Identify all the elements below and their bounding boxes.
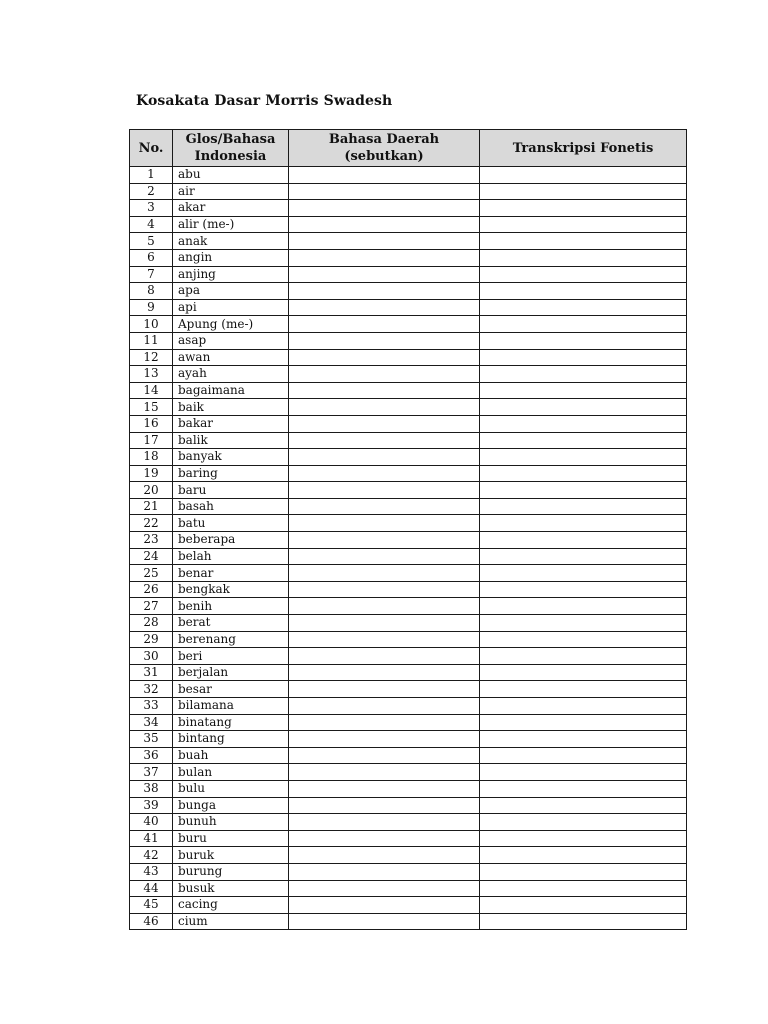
row-number: 22	[130, 515, 173, 532]
row-phonetic-cell[interactable]	[480, 399, 687, 416]
row-gloss: bulan	[173, 764, 289, 781]
table-row	[130, 565, 687, 582]
row-number: 23	[130, 532, 173, 549]
row-gloss: alir (me-)	[173, 216, 289, 233]
row-gloss: berjalan	[173, 664, 289, 681]
row-regional-language-cell[interactable]	[289, 366, 480, 383]
row-gloss: burung	[173, 863, 289, 880]
row-number: 1	[130, 167, 173, 184]
table-row	[130, 648, 687, 665]
table-row	[130, 764, 687, 781]
row-phonetic-cell[interactable]	[480, 283, 687, 300]
table-row	[130, 747, 687, 764]
table-header	[130, 130, 687, 167]
row-number: 16	[130, 415, 173, 432]
table-row	[130, 847, 687, 864]
row-regional-language-cell[interactable]	[289, 581, 480, 598]
row-number: 28	[130, 615, 173, 632]
row-number: 46	[130, 913, 173, 930]
row-gloss: baring	[173, 465, 289, 482]
row-number: 19	[130, 465, 173, 482]
table-row	[130, 432, 687, 449]
row-regional-language-cell[interactable]	[289, 249, 480, 266]
row-gloss: anak	[173, 233, 289, 250]
row-phonetic-cell[interactable]	[480, 780, 687, 797]
row-phonetic-cell[interactable]	[480, 316, 687, 333]
table-row	[130, 266, 687, 283]
row-number: 40	[130, 814, 173, 831]
table-row	[130, 698, 687, 715]
row-regional-language-cell[interactable]	[289, 482, 480, 499]
row-number: 45	[130, 897, 173, 914]
row-phonetic-cell[interactable]	[480, 200, 687, 217]
row-regional-language-cell[interactable]	[289, 167, 480, 184]
row-phonetic-cell[interactable]	[480, 183, 687, 200]
row-gloss: bakar	[173, 415, 289, 432]
row-phonetic-cell[interactable]	[480, 548, 687, 565]
row-phonetic-cell[interactable]	[480, 863, 687, 880]
row-number: 12	[130, 349, 173, 366]
row-regional-language-cell[interactable]	[289, 664, 480, 681]
table-row	[130, 382, 687, 399]
table-row	[130, 332, 687, 349]
row-gloss: anjing	[173, 266, 289, 283]
row-number: 24	[130, 548, 173, 565]
row-gloss: asap	[173, 332, 289, 349]
row-regional-language-cell[interactable]	[289, 498, 480, 515]
row-regional-language-cell[interactable]	[289, 681, 480, 698]
table-row	[130, 615, 687, 632]
row-number: 37	[130, 764, 173, 781]
row-phonetic-cell[interactable]	[480, 349, 687, 366]
row-phonetic-cell[interactable]	[480, 731, 687, 748]
row-gloss: baru	[173, 482, 289, 499]
table-row	[130, 797, 687, 814]
row-phonetic-cell[interactable]	[480, 432, 687, 449]
row-phonetic-cell[interactable]	[480, 897, 687, 914]
row-number: 6	[130, 249, 173, 266]
row-regional-language-cell[interactable]	[289, 648, 480, 665]
table-row	[130, 366, 687, 383]
row-number: 7	[130, 266, 173, 283]
row-gloss: berat	[173, 615, 289, 632]
table-row	[130, 316, 687, 333]
row-phonetic-cell[interactable]	[480, 465, 687, 482]
row-gloss: bunga	[173, 797, 289, 814]
row-phonetic-cell[interactable]	[480, 764, 687, 781]
table-row	[130, 714, 687, 731]
row-phonetic-cell[interactable]	[480, 332, 687, 349]
row-phonetic-cell[interactable]	[480, 249, 687, 266]
row-phonetic-cell[interactable]	[480, 913, 687, 930]
table-row	[130, 200, 687, 217]
row-gloss: baik	[173, 399, 289, 416]
row-gloss: bagaimana	[173, 382, 289, 399]
table-row	[130, 830, 687, 847]
row-gloss: banyak	[173, 449, 289, 466]
row-number: 39	[130, 797, 173, 814]
row-number: 14	[130, 382, 173, 399]
row-phonetic-cell[interactable]	[480, 747, 687, 764]
row-number: 38	[130, 780, 173, 797]
table-row	[130, 913, 687, 930]
row-phonetic-cell[interactable]	[480, 581, 687, 598]
header-regional-language: Bahasa Daerah (sebutkan)	[289, 130, 480, 167]
row-phonetic-cell[interactable]	[480, 233, 687, 250]
row-phonetic-cell[interactable]	[480, 714, 687, 731]
table-row	[130, 399, 687, 416]
row-phonetic-cell[interactable]	[480, 216, 687, 233]
row-regional-language-cell[interactable]	[289, 714, 480, 731]
row-phonetic-cell[interactable]	[480, 167, 687, 184]
table-row	[130, 631, 687, 648]
row-phonetic-cell[interactable]	[480, 482, 687, 499]
row-regional-language-cell[interactable]	[289, 183, 480, 200]
table-row	[130, 581, 687, 598]
row-regional-language-cell[interactable]	[289, 913, 480, 930]
table-row	[130, 167, 687, 184]
header-row	[130, 130, 687, 167]
row-number: 20	[130, 482, 173, 499]
row-regional-language-cell[interactable]	[289, 299, 480, 316]
row-gloss: apa	[173, 283, 289, 300]
row-number: 36	[130, 747, 173, 764]
row-gloss: batu	[173, 515, 289, 532]
row-gloss: Apung (me-)	[173, 316, 289, 333]
row-gloss: bengkak	[173, 581, 289, 598]
table-row	[130, 880, 687, 897]
row-gloss: cium	[173, 913, 289, 930]
table-row	[130, 183, 687, 200]
row-phonetic-cell[interactable]	[480, 382, 687, 399]
row-gloss: balik	[173, 432, 289, 449]
row-phonetic-cell[interactable]	[480, 598, 687, 615]
row-regional-language-cell[interactable]	[289, 830, 480, 847]
row-phonetic-cell[interactable]	[480, 565, 687, 582]
row-gloss: angin	[173, 249, 289, 266]
table-row	[130, 897, 687, 914]
row-gloss: awan	[173, 349, 289, 366]
row-regional-language-cell[interactable]	[289, 515, 480, 532]
row-number: 30	[130, 648, 173, 665]
page-title: Kosakata Dasar Morris Swadesh	[136, 93, 393, 109]
row-gloss: akar	[173, 200, 289, 217]
row-number: 10	[130, 316, 173, 333]
table-row	[130, 299, 687, 316]
row-number: 8	[130, 283, 173, 300]
row-number: 21	[130, 498, 173, 515]
row-gloss: basah	[173, 498, 289, 515]
row-number: 13	[130, 366, 173, 383]
row-phonetic-cell[interactable]	[480, 830, 687, 847]
row-number: 26	[130, 581, 173, 598]
row-number: 31	[130, 664, 173, 681]
row-regional-language-cell[interactable]	[289, 631, 480, 648]
row-number: 2	[130, 183, 173, 200]
row-gloss: berenang	[173, 631, 289, 648]
table-row	[130, 664, 687, 681]
row-phonetic-cell[interactable]	[480, 648, 687, 665]
row-gloss: binatang	[173, 714, 289, 731]
row-regional-language-cell[interactable]	[289, 731, 480, 748]
row-phonetic-cell[interactable]	[480, 266, 687, 283]
row-regional-language-cell[interactable]	[289, 283, 480, 300]
table-row	[130, 532, 687, 549]
row-regional-language-cell[interactable]	[289, 465, 480, 482]
row-regional-language-cell[interactable]	[289, 399, 480, 416]
row-regional-language-cell[interactable]	[289, 565, 480, 582]
row-phonetic-cell[interactable]	[480, 664, 687, 681]
row-regional-language-cell[interactable]	[289, 880, 480, 897]
table-row	[130, 349, 687, 366]
row-regional-language-cell[interactable]	[289, 780, 480, 797]
row-gloss: buah	[173, 747, 289, 764]
row-number: 3	[130, 200, 173, 217]
row-regional-language-cell[interactable]	[289, 863, 480, 880]
row-regional-language-cell[interactable]	[289, 432, 480, 449]
row-gloss: api	[173, 299, 289, 316]
row-regional-language-cell[interactable]	[289, 747, 480, 764]
row-regional-language-cell[interactable]	[289, 233, 480, 250]
table-row	[130, 548, 687, 565]
row-number: 42	[130, 847, 173, 864]
row-number: 4	[130, 216, 173, 233]
row-regional-language-cell[interactable]	[289, 814, 480, 831]
table-row	[130, 498, 687, 515]
table-row	[130, 283, 687, 300]
row-number: 32	[130, 681, 173, 698]
vocabulary-table	[129, 129, 687, 930]
row-gloss: buruk	[173, 847, 289, 864]
row-regional-language-cell[interactable]	[289, 382, 480, 399]
row-regional-language-cell[interactable]	[289, 532, 480, 549]
row-phonetic-cell[interactable]	[480, 681, 687, 698]
row-gloss: besar	[173, 681, 289, 698]
row-gloss: busuk	[173, 880, 289, 897]
row-phonetic-cell[interactable]	[480, 366, 687, 383]
row-phonetic-cell[interactable]	[480, 698, 687, 715]
row-number: 41	[130, 830, 173, 847]
row-gloss: beberapa	[173, 532, 289, 549]
row-phonetic-cell[interactable]	[480, 814, 687, 831]
row-regional-language-cell[interactable]	[289, 598, 480, 615]
table-row	[130, 681, 687, 698]
row-regional-language-cell[interactable]	[289, 897, 480, 914]
row-phonetic-cell[interactable]	[480, 797, 687, 814]
row-phonetic-cell[interactable]	[480, 515, 687, 532]
row-number: 43	[130, 863, 173, 880]
table-row	[130, 415, 687, 432]
row-regional-language-cell[interactable]	[289, 698, 480, 715]
table-row	[130, 465, 687, 482]
header-gloss: Glos/Bahasa Indonesia	[173, 130, 289, 167]
row-regional-language-cell[interactable]	[289, 548, 480, 565]
row-gloss: beri	[173, 648, 289, 665]
row-number: 29	[130, 631, 173, 648]
row-phonetic-cell[interactable]	[480, 847, 687, 864]
row-gloss: belah	[173, 548, 289, 565]
row-gloss: buru	[173, 830, 289, 847]
row-regional-language-cell[interactable]	[289, 200, 480, 217]
row-regional-language-cell[interactable]	[289, 615, 480, 632]
row-phonetic-cell[interactable]	[480, 498, 687, 515]
header-phonetic-transcription: Transkripsi Fonetis	[480, 130, 687, 167]
row-regional-language-cell[interactable]	[289, 415, 480, 432]
row-gloss: bilamana	[173, 698, 289, 715]
table-row	[130, 482, 687, 499]
row-number: 27	[130, 598, 173, 615]
row-regional-language-cell[interactable]	[289, 266, 480, 283]
row-phonetic-cell[interactable]	[480, 532, 687, 549]
table-body	[130, 167, 687, 930]
row-regional-language-cell[interactable]	[289, 764, 480, 781]
row-regional-language-cell[interactable]	[289, 449, 480, 466]
row-regional-language-cell[interactable]	[289, 847, 480, 864]
row-number: 18	[130, 449, 173, 466]
header-no: No.	[130, 130, 173, 167]
row-number: 15	[130, 399, 173, 416]
row-gloss: bulu	[173, 780, 289, 797]
table-row	[130, 449, 687, 466]
row-number: 34	[130, 714, 173, 731]
row-gloss: air	[173, 183, 289, 200]
row-gloss: abu	[173, 167, 289, 184]
table-row	[130, 515, 687, 532]
row-phonetic-cell[interactable]	[480, 449, 687, 466]
row-number: 33	[130, 698, 173, 715]
row-phonetic-cell[interactable]	[480, 631, 687, 648]
table-row	[130, 780, 687, 797]
row-number: 44	[130, 880, 173, 897]
row-regional-language-cell[interactable]	[289, 332, 480, 349]
row-regional-language-cell[interactable]	[289, 216, 480, 233]
row-regional-language-cell[interactable]	[289, 797, 480, 814]
table-row	[130, 731, 687, 748]
row-phonetic-cell[interactable]	[480, 880, 687, 897]
row-gloss: benih	[173, 598, 289, 615]
row-number: 11	[130, 332, 173, 349]
row-number: 9	[130, 299, 173, 316]
row-gloss: ayah	[173, 366, 289, 383]
table-row	[130, 216, 687, 233]
table-row	[130, 249, 687, 266]
table-row	[130, 814, 687, 831]
row-gloss: benar	[173, 565, 289, 582]
row-number: 35	[130, 731, 173, 748]
row-number: 17	[130, 432, 173, 449]
row-regional-language-cell[interactable]	[289, 316, 480, 333]
row-gloss: bunuh	[173, 814, 289, 831]
row-gloss: bintang	[173, 731, 289, 748]
row-number: 25	[130, 565, 173, 582]
row-gloss: cacing	[173, 897, 289, 914]
row-number: 5	[130, 233, 173, 250]
table-row	[130, 598, 687, 615]
table-row	[130, 233, 687, 250]
table-row	[130, 863, 687, 880]
row-phonetic-cell[interactable]	[480, 415, 687, 432]
row-regional-language-cell[interactable]	[289, 349, 480, 366]
row-phonetic-cell[interactable]	[480, 615, 687, 632]
row-phonetic-cell[interactable]	[480, 299, 687, 316]
